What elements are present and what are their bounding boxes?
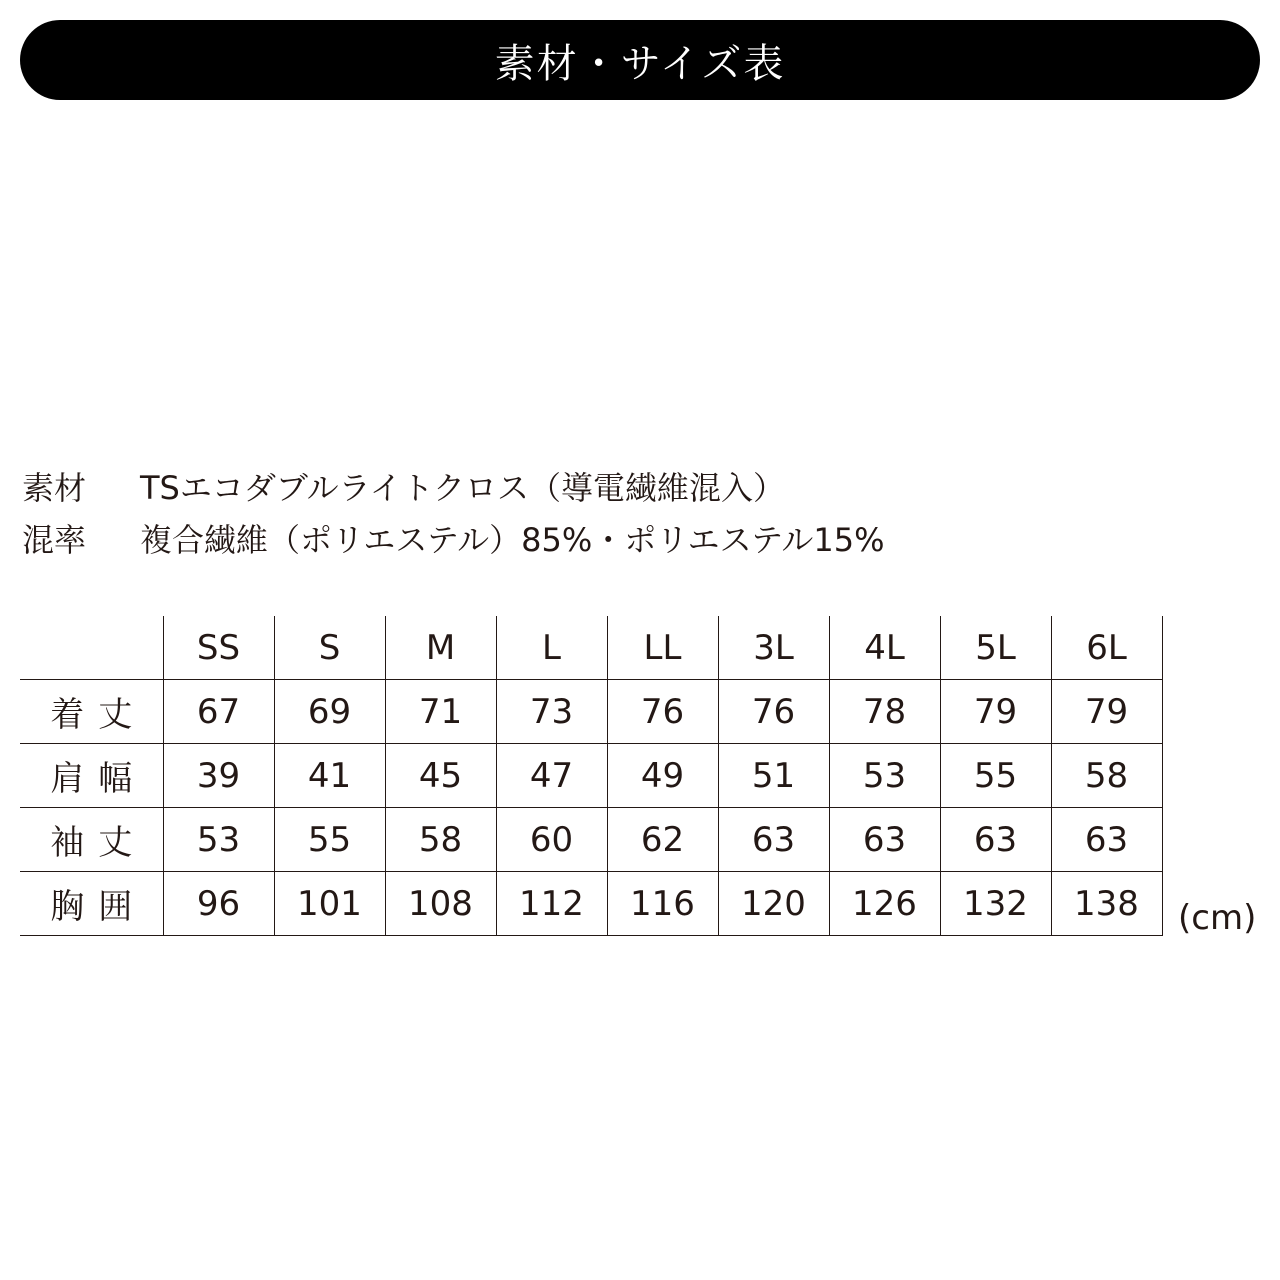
size-header-row xyxy=(20,616,1162,680)
table-row-shoulder xyxy=(20,744,1162,808)
table-cell: 63 xyxy=(718,808,829,872)
spec-blend xyxy=(22,520,885,560)
table-cell: 55 xyxy=(274,808,385,872)
size-header-m: M xyxy=(385,616,496,680)
table-cell: 108 xyxy=(385,872,496,936)
table-cell: 79 xyxy=(1051,680,1162,744)
table-cell: 41 xyxy=(274,744,385,808)
table-cell: 63 xyxy=(1051,808,1162,872)
table-cell: 76 xyxy=(607,680,718,744)
spec-material xyxy=(22,468,785,508)
row-label-shoulder: 肩幅 xyxy=(20,744,163,808)
size-header-ss: SS xyxy=(163,616,274,680)
size-header-3l: 3L xyxy=(718,616,829,680)
page-title: 素材・サイズ表 xyxy=(494,40,786,87)
table-cell: 58 xyxy=(385,808,496,872)
table-cell: 76 xyxy=(718,680,829,744)
table-row-length xyxy=(20,680,1162,744)
size-header-5l: 5L xyxy=(940,616,1051,680)
table-cell: 63 xyxy=(829,808,940,872)
table-cell: 79 xyxy=(940,680,1051,744)
size-header-l: L xyxy=(496,616,607,680)
table-cell: 53 xyxy=(829,744,940,808)
spec-material-label: 素材 xyxy=(22,469,87,507)
table-cell: 116 xyxy=(607,872,718,936)
row-label-sleeve: 袖丈 xyxy=(20,808,163,872)
spec-material-value: TSエコダブルライトクロス（導電繊維混入） xyxy=(140,469,785,507)
table-cell: 112 xyxy=(496,872,607,936)
unit-label: (cm) xyxy=(1178,898,1257,938)
table-cell: 51 xyxy=(718,744,829,808)
size-header-4l: 4L xyxy=(829,616,940,680)
table-corner-cell xyxy=(20,616,163,680)
table-cell: 60 xyxy=(496,808,607,872)
table-cell: 73 xyxy=(496,680,607,744)
table-cell: 132 xyxy=(940,872,1051,936)
size-header-6l: 6L xyxy=(1051,616,1162,680)
table-cell: 120 xyxy=(718,872,829,936)
table-cell: 62 xyxy=(607,808,718,872)
table-cell: 55 xyxy=(940,744,1051,808)
table-cell: 58 xyxy=(1051,744,1162,808)
size-table xyxy=(20,616,1163,936)
table-cell: 126 xyxy=(829,872,940,936)
table-cell: 138 xyxy=(1051,872,1162,936)
table-cell: 96 xyxy=(163,872,274,936)
table-cell: 101 xyxy=(274,872,385,936)
row-label-length: 着丈 xyxy=(20,680,163,744)
table-cell: 47 xyxy=(496,744,607,808)
table-cell: 67 xyxy=(163,680,274,744)
table-cell: 63 xyxy=(940,808,1051,872)
table-row-sleeve xyxy=(20,808,1162,872)
row-label-chest: 胸囲 xyxy=(20,872,163,936)
table-cell: 78 xyxy=(829,680,940,744)
spec-blend-label: 混率 xyxy=(22,521,87,559)
table-cell: 53 xyxy=(163,808,274,872)
table-cell: 39 xyxy=(163,744,274,808)
spec-blend-value: 複合繊維（ポリエステル）85%・ポリエステル15% xyxy=(140,521,885,559)
table-cell: 49 xyxy=(607,744,718,808)
size-header-s: S xyxy=(274,616,385,680)
size-header-ll: LL xyxy=(607,616,718,680)
header-bar xyxy=(20,20,1260,100)
table-cell: 69 xyxy=(274,680,385,744)
table-row-chest xyxy=(20,872,1162,936)
table-cell: 71 xyxy=(385,680,496,744)
table-cell: 45 xyxy=(385,744,496,808)
